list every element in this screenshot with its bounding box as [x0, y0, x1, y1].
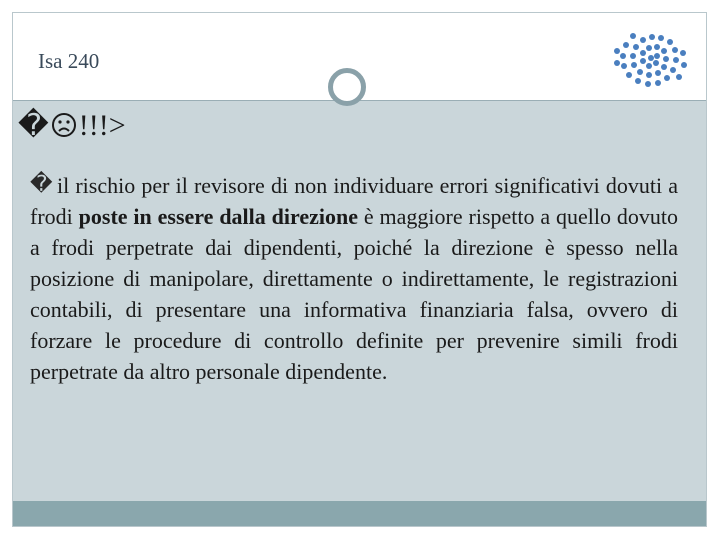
header-title: Isa 240 [38, 49, 100, 73]
spiral-dots-icon [609, 23, 693, 93]
divider-circle-ornament [328, 68, 366, 106]
frowning-face-icon [51, 112, 77, 138]
footer-bar [13, 501, 706, 526]
paragraph-bullet-icon: � [30, 172, 53, 197]
paragraph-emphasis: poste in essere dalla direzione [78, 204, 359, 229]
slide-heading [18, 108, 126, 143]
heading-text: !!!> [78, 109, 126, 142]
paragraph-rest: è maggiore rispetto a quello dovuto a frodi perpetrate dai dipendenti, poiché la direzione è spesso nella posizione di manipolare, direttamente o indirettamente, le registrazioni contabili, di presentare una informativa finanziaria falsa, ovvero di forzare le procedure di controllo definite per prevenire simili frodi perpetrate da altro personale dipendente. [30, 204, 678, 384]
body-paragraph [30, 170, 678, 387]
paragraph-lead: il rischio per il revisore di non individuare errori significativi dovuti a frodi [30, 173, 678, 229]
heading-bullet-icon: � [18, 109, 49, 142]
